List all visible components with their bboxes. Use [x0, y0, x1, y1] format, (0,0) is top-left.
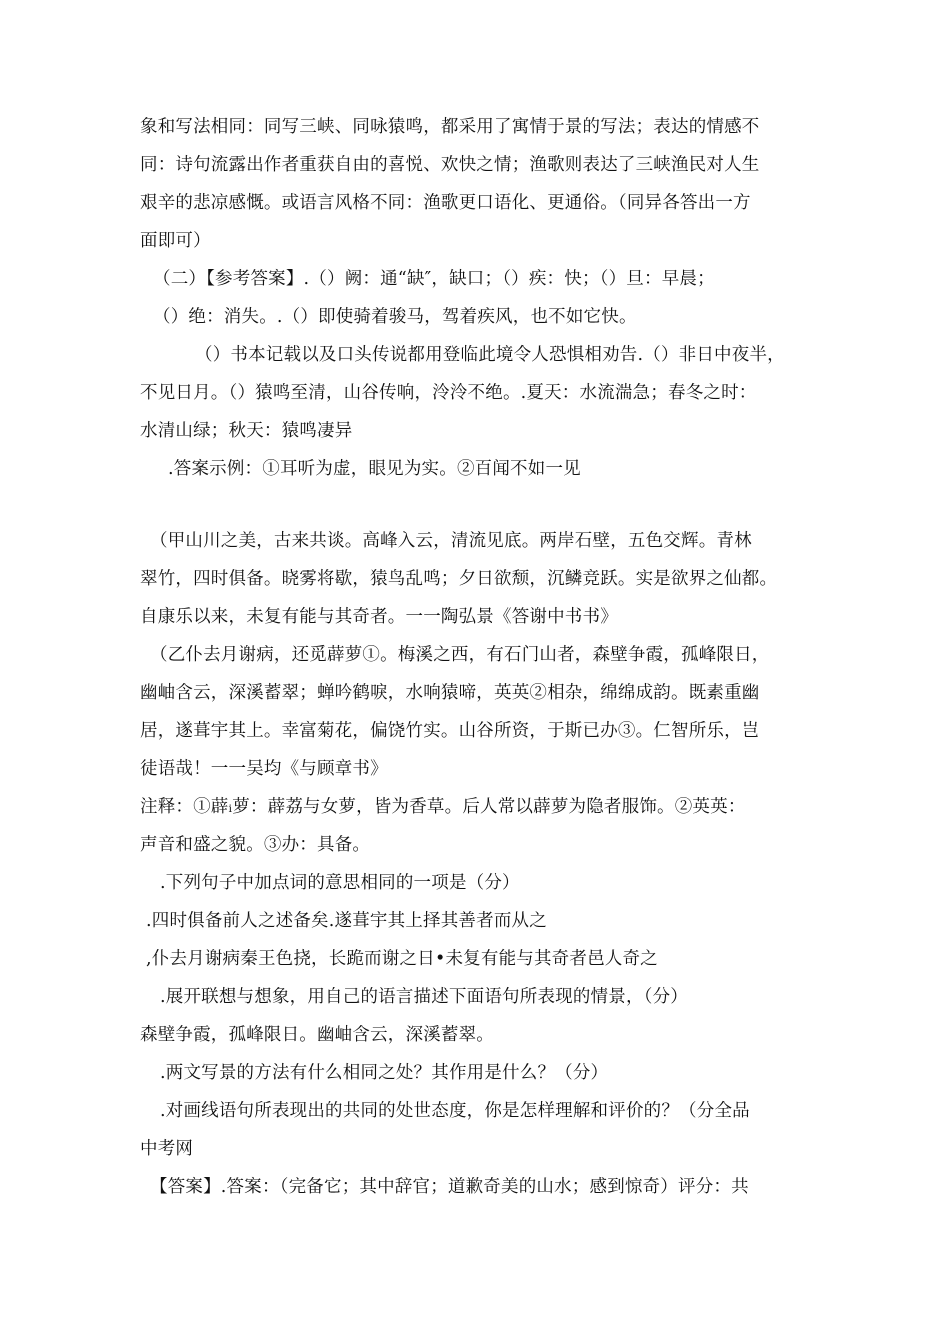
question-1: .下列句子中加点词的意思相同的一项是（分） — [160, 873, 520, 893]
answer-section-heading: （二）【参考答案】.（）阙：通“缺″，缺口；（）疾：快；（）旦：早晨； — [153, 269, 715, 289]
text-line-2: 同：诗句流露出作者重获自由的喜悦、欢快之情；渔歌则表达了三峡渔民对人生 — [140, 155, 760, 175]
text-line-1: 象和写法相同：同写三峡、同咏猿鸣，都采用了寓情于景的写法；表达的情感不 — [140, 117, 760, 137]
text-line-3: 艰辛的悲凉感慨。或语言风格不同：渔歌更口语化、更通俗。（同异各答出一方 — [140, 193, 751, 213]
question-2-quote: 森壁争霞，孤峰限日。幽岫含云，深溪蓄翠。 — [140, 1025, 494, 1045]
question-3: .两文写景的方法有什么相同之处？其作用是什么？（分） — [160, 1063, 609, 1083]
passage-a-line-3: 自康乐以来，未复有能与其奇者。一一陶弘景《答谢中书书》 — [140, 607, 618, 627]
text-line-6: （）绝：消失。.（）即使骑着骏马，驾着疾风，也不如它快。 — [153, 307, 637, 327]
text-line-4: 面即可） — [140, 231, 211, 251]
question-4: .对画线语句所表现出的共同的处世态度，你是怎样理解和评价的？（分全品 — [160, 1101, 750, 1121]
passage-a-line-2: 翠竹，四时俱备。晓雾将歇，猿鸟乱鸣；夕日欲颓，沉鳞竞跃。实是欲界之仙都。 — [140, 569, 778, 589]
passage-b-line-4: 徒语哉！一一吴均《与顾章书》 — [140, 759, 388, 779]
passage-b-line-2: 幽岫含云，深溪蓄翠；蝉吟鹤唳，水响猿啼，英英②相杂，绵绵成韵。既素重幽 — [140, 683, 760, 703]
text-line-9: 水清山绿；秋天：猿鸣凄异 — [140, 421, 353, 441]
passage-b-line-1: （乙仆去月谢病，还觅薜萝①。梅溪之西，有石门山者，森壁争霞，孤峰限日， — [150, 645, 770, 665]
text-line-7: （）书本记载以及口头传说都用登临此境令人恐惧相劝告.（）非日中夜半， — [195, 345, 785, 365]
question-2: .展开联想与想象，用自己的语言描述下面语句所表现的情景，（分） — [160, 987, 689, 1007]
question-4-continuation: 中考网 — [140, 1139, 194, 1159]
annotation-line-2: 声音和盛之貌。③办：具备。 — [140, 835, 371, 855]
text-line-10: .答案示例：①耳听为虚，眼见为实。②百闻不如一见 — [168, 459, 581, 479]
question-1-option-a: .四时俱备前人之述备矣.遂葺宇其上择其善者而从之 — [146, 911, 547, 931]
answer-line: 【答案】.答案：（完备它；其中辞官；道歉奇美的山水；感到惊奇）评分：共 — [150, 1177, 749, 1197]
passage-b-line-3: 居，遂葺宇其上。幸富菊花，偏饶竹实。山谷所资，于斯已办③。仁智所乐，岂 — [140, 721, 760, 741]
question-1-option-b: ,仆去月谢病秦王色挠，长跪而谢之日•未复有能与其奇者邑人奇之 — [146, 949, 658, 969]
text-line-8: 不见日月。（）猿鸣至清，山谷传响，泠泠不绝。.夏天：水流湍急；春冬之时： — [140, 383, 757, 403]
passage-a-line-1: （甲山川之美，古来共谈。高峰入云，清流见底。两岸石壁，五色交辉。青林 — [150, 531, 752, 551]
annotation-line-1: 注释：①薜ᵢ萝：薜荔与女萝，皆为香草。后人常以薜萝为隐者服饰。②英英： — [140, 797, 746, 817]
